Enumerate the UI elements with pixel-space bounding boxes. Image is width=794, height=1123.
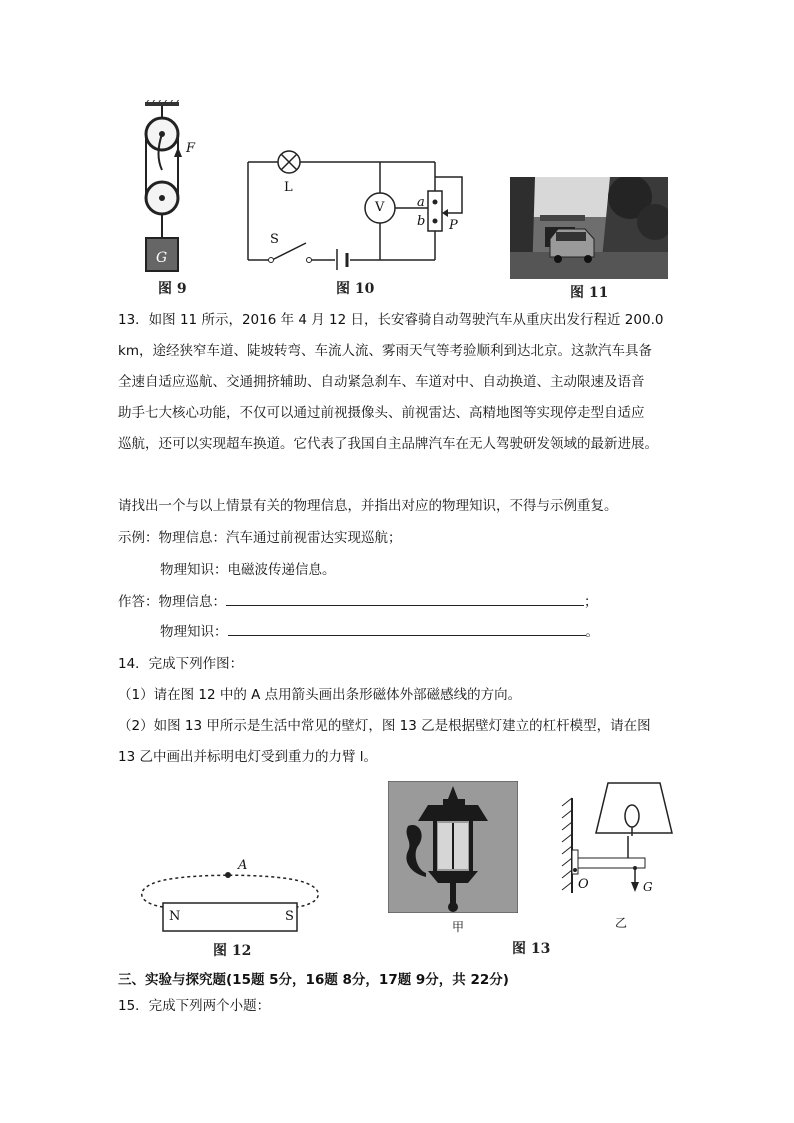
voltmeter-label-V: V bbox=[375, 200, 385, 215]
answer-knowledge-blank[interactable] bbox=[228, 634, 586, 636]
q13-line-2: km，途经狭窄车道、陡坡转弯、车流人流、雾雨天气等考验顺利到达北京。这款汽车具备 bbox=[118, 343, 652, 359]
section-3-heading: 三、实验与探究题(15题 5分，16题 8分，17题 9分，共 22分) bbox=[118, 972, 509, 988]
answer-knowledge-end: 。 bbox=[585, 624, 599, 640]
answer-info-label: 作答：物理信息： bbox=[118, 594, 226, 610]
answer-knowledge-label: 物理知识： bbox=[160, 624, 228, 640]
answer-info-blank[interactable] bbox=[226, 604, 584, 606]
q13-line-3: 全速自适应巡航、交通拥挤辅助、自动紧急刹车、车道对中、自动换道、主动限速及语音 bbox=[118, 374, 645, 390]
q13-instruction: 请找出一个与以上情景有关的物理信息，并指出对应的物理知识，不得与示例重复。 bbox=[118, 498, 618, 514]
q14-part2-line1: （2）如图 13 甲所示是生活中常见的壁灯，图 13 乙是根据壁灯建立的杠杆模型，请在图 bbox=[118, 718, 651, 734]
q15-title: 15．完成下列两个小题： bbox=[118, 998, 271, 1014]
figure-12-magnet bbox=[130, 855, 330, 940]
figure-9-pulley bbox=[135, 100, 205, 275]
force-label-F: F bbox=[186, 141, 196, 156]
figure-10-circuit bbox=[240, 145, 470, 270]
point-label-a: a bbox=[417, 195, 425, 210]
q14-title: 14．完成下列作图： bbox=[118, 656, 244, 672]
answer-info-end: ； bbox=[584, 594, 598, 610]
gravity-label-G: G bbox=[643, 880, 653, 894]
q13-example-info: 示例：物理信息：汽车通过前视雷达实现巡航； bbox=[118, 530, 402, 546]
q13-example-knowledge: 物理知识：电磁波传递信息。 bbox=[160, 562, 336, 578]
lamp-label-L: L bbox=[284, 180, 293, 195]
figure-11-photo bbox=[510, 177, 668, 279]
figure-10-caption: 图 10 bbox=[336, 281, 375, 297]
figure-9-caption: 图 9 bbox=[158, 281, 187, 297]
q13-answer-knowledge-row bbox=[160, 626, 599, 640]
magnet-north-label: N bbox=[169, 909, 181, 924]
figure-13b-lever-model bbox=[560, 778, 680, 928]
figure-13-caption: 图 13 bbox=[512, 941, 551, 957]
figure-13-sub-yi: 乙 bbox=[615, 916, 628, 930]
magnet-south-label: S bbox=[285, 909, 294, 924]
q13-line-1: 13．如图 11 所示，2016 年 4 月 12 日，长安睿骑自动驾驶汽车从重庆出发行程近 200.0 bbox=[118, 312, 664, 328]
q13-answer-info-row bbox=[118, 596, 598, 610]
q13-line-5: 巡航，还可以实现超车换道。它代表了我国自主品牌汽车在无人驾驶研发领域的最新进展。 bbox=[118, 436, 658, 452]
figure-13a-wall-lamp bbox=[388, 781, 518, 913]
figure-11-caption: 图 11 bbox=[570, 285, 609, 301]
switch-label-S: S bbox=[270, 232, 279, 247]
figure-13-sub-jia: 甲 bbox=[452, 920, 465, 934]
figure-12-caption: 图 12 bbox=[213, 943, 252, 959]
point-label-A: A bbox=[238, 858, 248, 873]
slider-label-P: P bbox=[449, 218, 458, 233]
point-label-b: b bbox=[417, 214, 426, 229]
q14-part2-line2: 13 乙中画出并标明电灯受到重力的力臂 l。 bbox=[118, 749, 378, 765]
weight-label-G: G bbox=[156, 250, 168, 266]
q14-part1: （1）请在图 12 中的 A 点用箭头画出条形磁体外部磁感线的方向。 bbox=[118, 687, 522, 703]
pivot-label-O: O bbox=[578, 877, 589, 892]
q13-line-4: 助手七大核心功能，不仅可以通过前视摄像头、前视雷达、高精地图等实现停走型自适应 bbox=[118, 405, 645, 421]
